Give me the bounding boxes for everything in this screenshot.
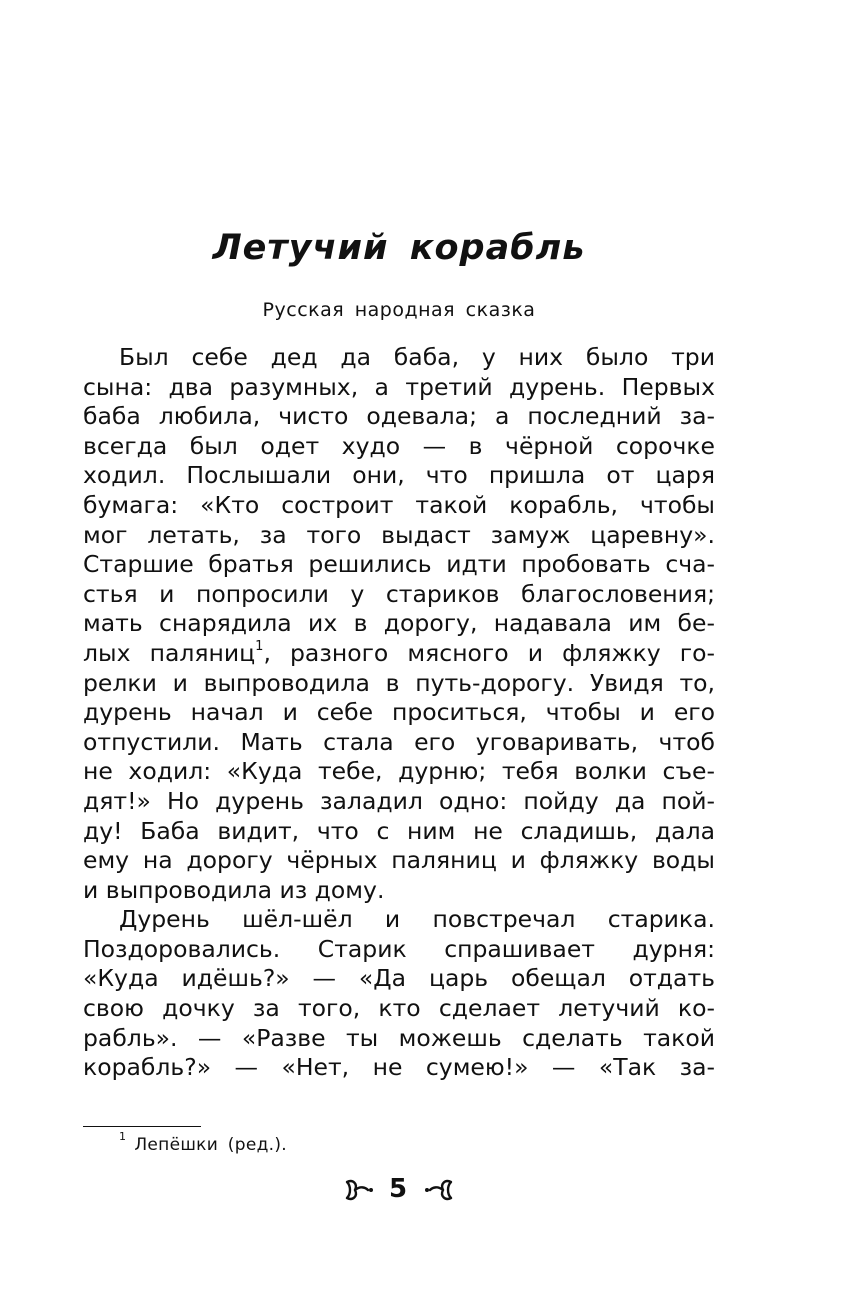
footnote-divider — [83, 1126, 201, 1127]
text-line: сына: два разумных, а третий дурень. Первых — [83, 372, 715, 401]
story-text — [83, 343, 715, 1083]
page-number: 5 — [388, 1174, 408, 1204]
text-line: не ходил: «Куда тебе, дурню; тебя волки съе- — [83, 757, 715, 786]
text-line: свою дочку за того, кто сделает летучий ко- — [83, 994, 715, 1023]
footnote-marker: 1 — [255, 639, 264, 655]
text-line: стья и попросили у стариков благословения; — [83, 579, 715, 608]
right-flourish-icon — [424, 1178, 454, 1202]
text-line: рабль». — «Разве ты можешь сделать такой — [83, 1023, 715, 1052]
text-line: «Куда идёшь?» — «Да царь обещал отдать — [83, 964, 715, 993]
footnote — [119, 1130, 287, 1155]
text-line: и выпроводила из дому. — [83, 875, 385, 904]
footnote-text: Лепёшки (ред.). — [134, 1135, 287, 1155]
text-line: всегда был одет худо — в чёрной сорочке — [83, 431, 715, 460]
text-line: мать снарядила их в дорогу, надавала им бе- — [83, 609, 715, 638]
text-fragment: , разного мясного и фляжку го- — [263, 638, 715, 667]
left-flourish-icon — [344, 1178, 374, 1202]
text-line: ду! Баба видит, что с ним не сладишь, дала — [83, 816, 715, 845]
text-line: релки и выпроводила в путь-дорогу. Увидя то, — [83, 668, 715, 697]
text-fragment: лых паляниц — [83, 638, 256, 667]
page-number-ornament — [338, 1172, 458, 1212]
text-line: Дурень шёл-шёл и повстречал старика. — [119, 905, 715, 934]
subtitle: Русская народная сказка — [262, 299, 536, 321]
text-line: корабль?» — «Нет, не сумею!» — «Так за- — [83, 1053, 715, 1082]
page-title: Летучий корабль — [212, 228, 586, 268]
footnote-number: 1 — [119, 1130, 127, 1144]
text-line: ходил. Послышали они, что пришла от царя — [83, 461, 715, 490]
text-line: дурень начал и себе проситься, чтобы и его — [83, 698, 715, 727]
text-line: мог летать, за того выдаст замуж царевну». — [83, 520, 715, 549]
text-line: ему на дорогу чёрных паляниц и фляжку воды — [83, 846, 715, 875]
text-line: Поздоровались. Старик спрашивает дурня: — [83, 934, 715, 963]
text-line: баба любила, чисто одевала; а последний за- — [83, 402, 715, 431]
text-line — [83, 639, 715, 669]
text-line: Старшие братья решились идти пробовать сча- — [83, 550, 715, 579]
text-line: Был себе дед да баба, у них было три — [119, 343, 715, 371]
text-line: отпустили. Мать стала его уговаривать, чтоб — [83, 727, 715, 756]
text-line: бумага: «Кто состроит такой корабль, чтобы — [83, 490, 715, 519]
text-line: дят!» Но дурень заладил одно: пойду да пой- — [83, 786, 715, 815]
